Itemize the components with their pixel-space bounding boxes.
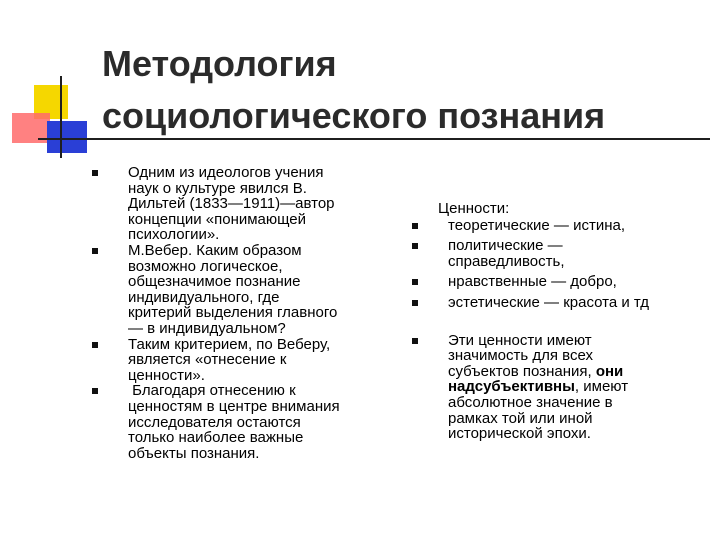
- right-column: [412, 201, 712, 442]
- text-line: М.Вебер. Каким образом: [128, 241, 302, 259]
- text-line: исторической эпохи.: [448, 425, 591, 443]
- text-line: теоретические — истина,: [448, 216, 626, 234]
- text-line: возможно логическое,: [128, 257, 283, 275]
- text-line: [448, 364, 712, 380]
- text-line: абсолютное значение в: [448, 393, 613, 411]
- right-item-2: [412, 238, 712, 269]
- left-item-4: [92, 383, 392, 461]
- text-line: эстетические — красота и тд: [448, 293, 650, 311]
- text-line: справедливость,: [448, 252, 565, 270]
- text-line: — в индивидуальном?: [128, 319, 286, 337]
- text-line: [448, 379, 712, 395]
- text-line: исследователя остаются: [128, 413, 301, 431]
- values-heading: Ценности:: [438, 200, 510, 217]
- text-line: наук о культуре явился В.: [128, 179, 307, 197]
- text-fragment: , имеют: [574, 378, 629, 396]
- text-line: Одним из идеологов учения: [128, 164, 324, 181]
- square-bullet-icon: [92, 248, 98, 254]
- text-line: политические —: [448, 237, 563, 255]
- text-line: значимость для всех: [448, 347, 593, 365]
- text-line: общезначимое познание: [128, 273, 301, 291]
- right-item-1: [412, 218, 712, 234]
- text-line: критерий выделения главного: [128, 304, 338, 322]
- square-bullet-icon: [92, 342, 98, 348]
- square-bullet-icon: [412, 279, 418, 285]
- square-bullet-icon: [412, 338, 418, 344]
- text-line: Благодаря отнесению к: [128, 382, 296, 400]
- bold-fragment: надсубъективны: [448, 378, 575, 396]
- right-item-5: [412, 333, 712, 442]
- text-line: рамках той или иной: [448, 409, 593, 427]
- square-bullet-icon: [412, 243, 418, 249]
- right-item-4: [412, 295, 712, 311]
- text-line: объекты познания.: [128, 444, 260, 462]
- slide-title: [102, 38, 702, 142]
- title-line-1: Методология: [102, 43, 337, 84]
- left-item-1: [92, 165, 392, 243]
- decor-blue-square: [47, 121, 87, 153]
- square-bullet-icon: [412, 223, 418, 229]
- text-line: только наиболее важные: [128, 429, 304, 447]
- bold-fragment: они: [595, 362, 624, 380]
- text-line: нравственные — добро,: [448, 273, 617, 291]
- left-item-2: [92, 243, 392, 337]
- text-line: психологии».: [128, 226, 220, 244]
- square-bullet-icon: [412, 300, 418, 306]
- decor-vertical-line: [60, 76, 62, 158]
- text-line: является «отнесение к: [128, 351, 287, 369]
- text-line: Дильтей (1833—1911)—автор: [128, 195, 335, 213]
- text-line: Таким критерием, по Веберу,: [128, 335, 331, 353]
- left-column: [92, 165, 392, 461]
- text-line: Эти ценности имеют: [448, 331, 592, 349]
- text-line: ценностям в центре внимания: [128, 397, 340, 415]
- square-bullet-icon: [92, 388, 98, 394]
- right-item-3: [412, 274, 712, 290]
- text-line: концепции «понимающей: [128, 210, 307, 228]
- title-line-2: социологического познания: [102, 95, 606, 136]
- text-line: индивидуального, где: [128, 288, 280, 306]
- text-fragment: субъектов познания,: [448, 362, 596, 380]
- square-bullet-icon: [92, 170, 98, 176]
- text-line: ценности».: [128, 366, 205, 384]
- left-item-3: [92, 337, 392, 384]
